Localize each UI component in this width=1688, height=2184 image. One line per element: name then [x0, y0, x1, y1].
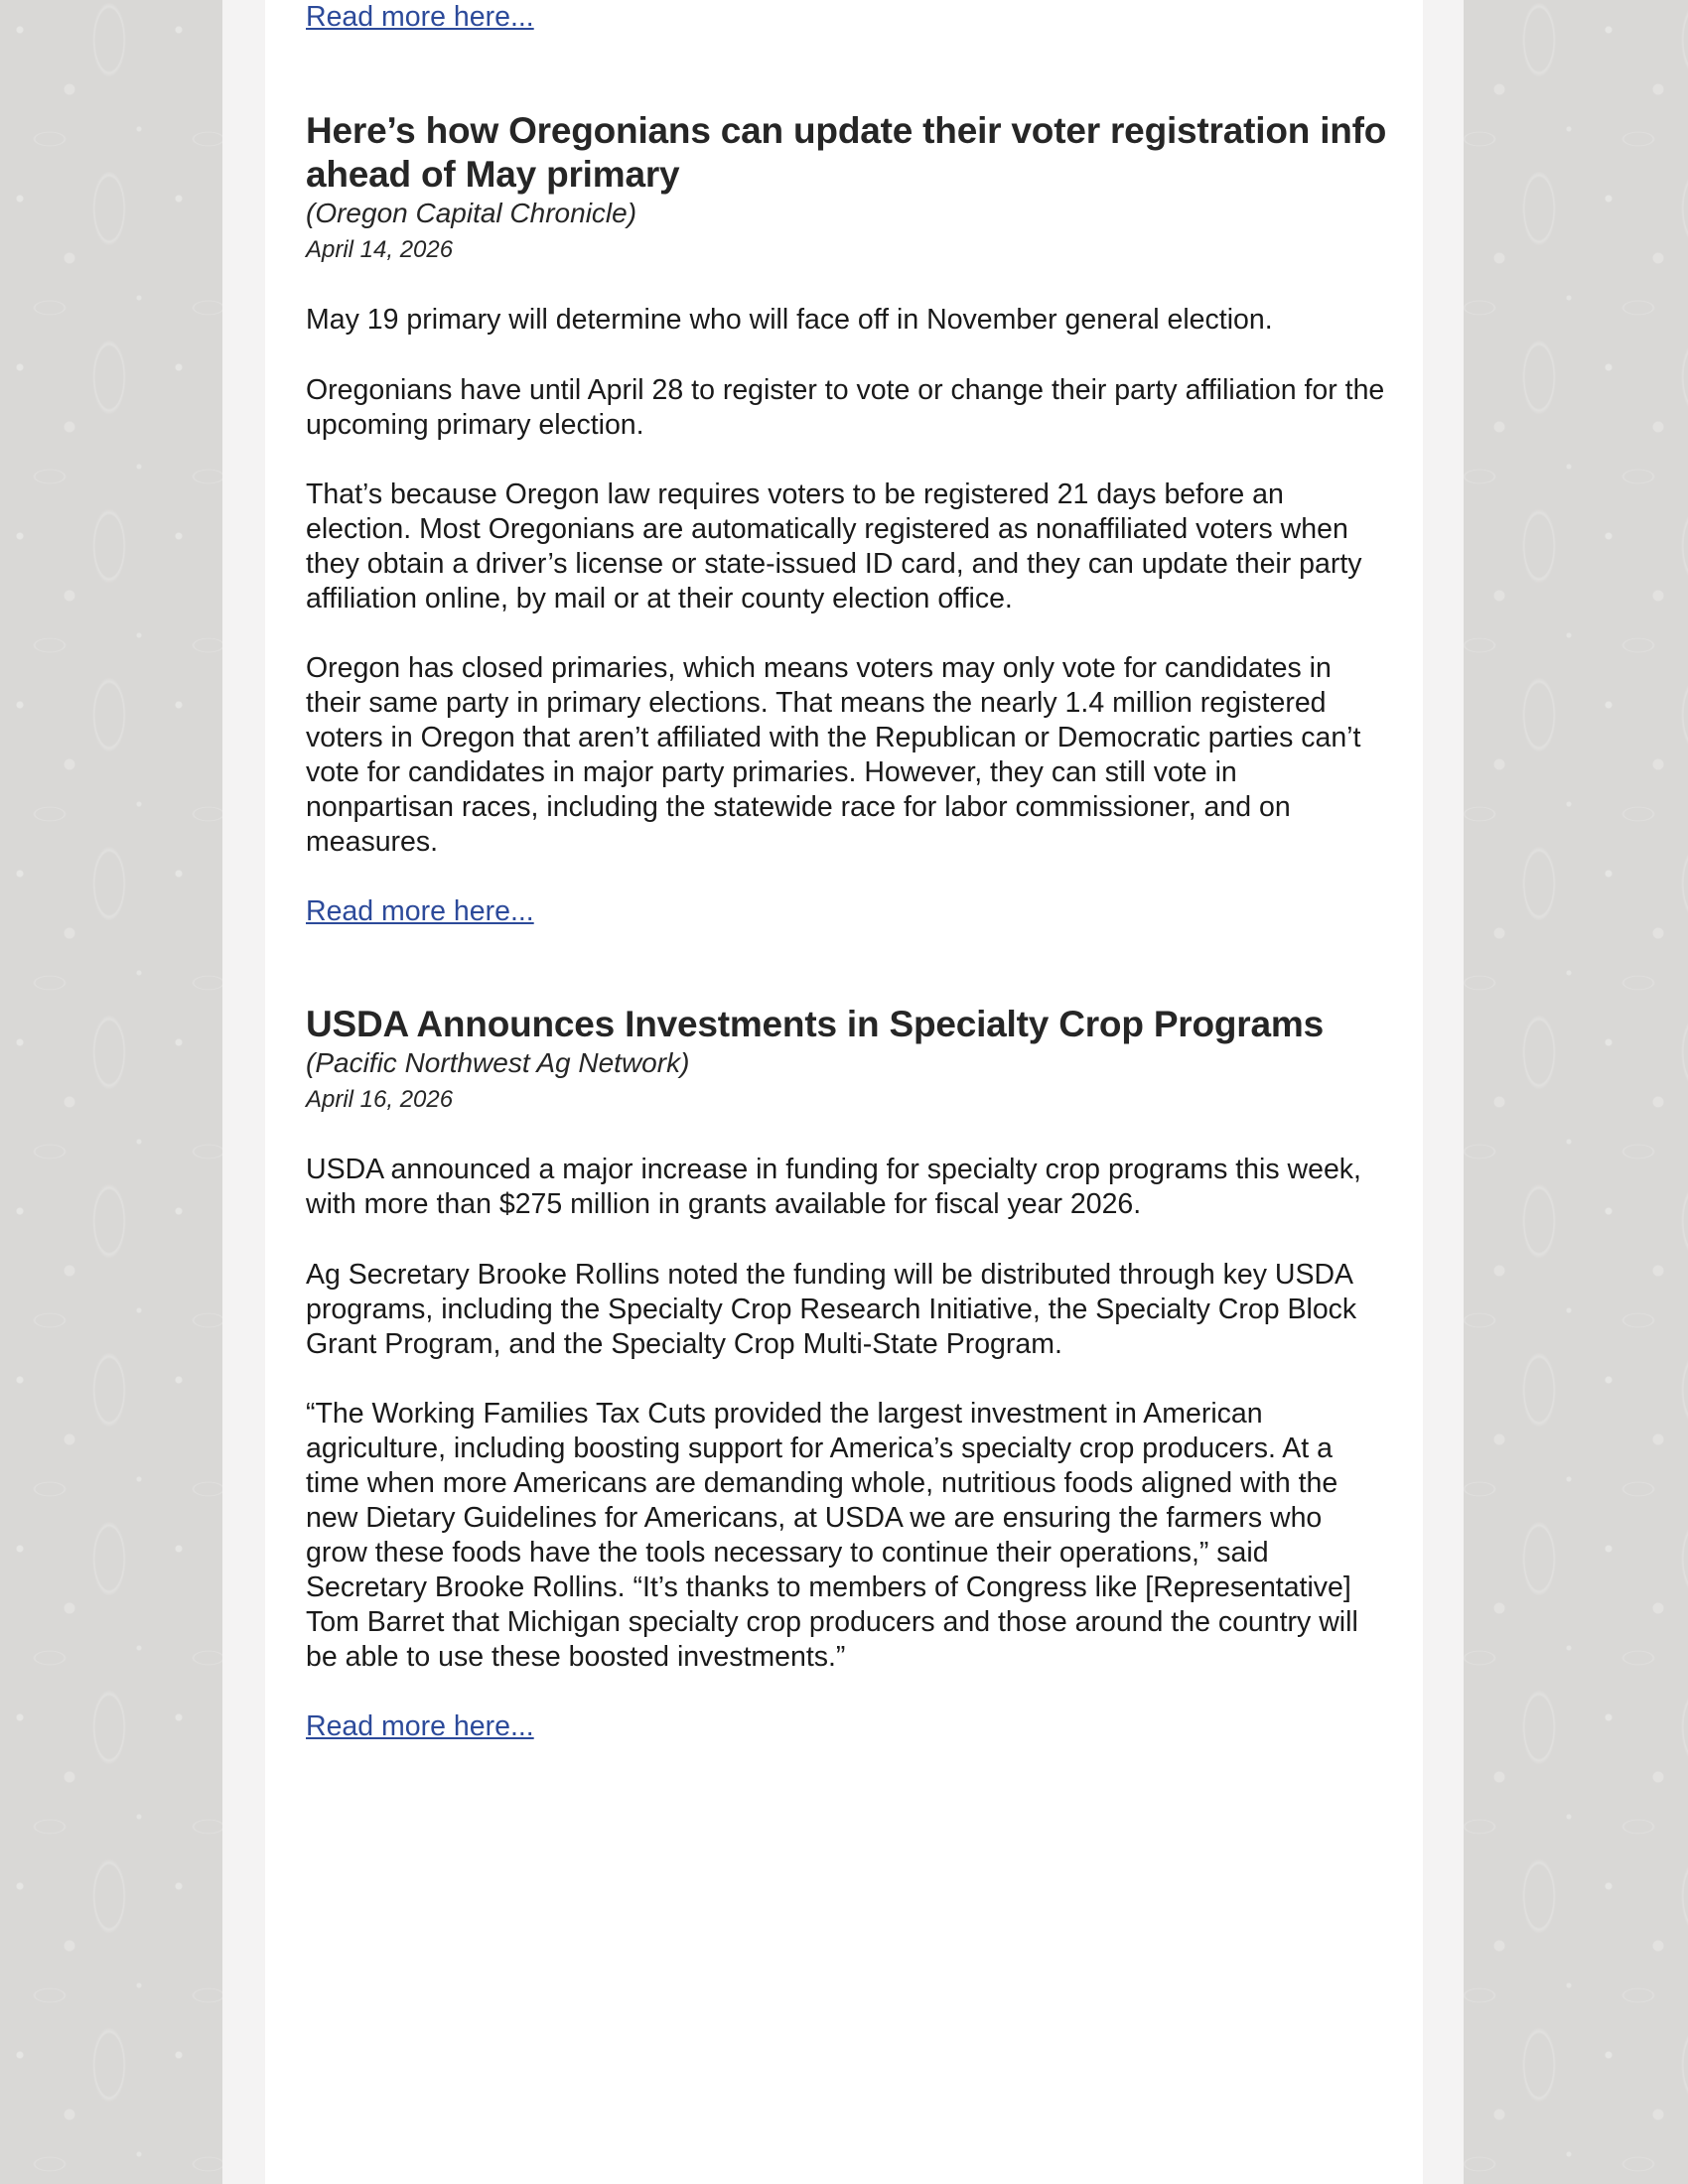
article-date: April 16, 2026: [306, 1086, 454, 1113]
article-source: (Pacific Northwest Ag Network): [306, 1047, 690, 1078]
read-more-link-previous[interactable]: Read more here...: [306, 1, 534, 33]
article-date: April 14, 2026: [306, 236, 454, 263]
article-paragraph: That’s because Oregon law requires voters to be registered 21 days before an election. Most Oregonians are automatically registered as nonaffiliated voters when they obtain a driver’s license or state-issued ID card, and they can update their party affiliation online, by mail or at their county election office.: [306, 478, 1362, 614]
article-paragraph: Oregon has closed primaries, which means voters may only vote for candidates in their same party in primary elections. That means the nearly 1.4 million registered voters in Oregon that aren’t affiliated with the Republican or Democratic parties can’t vote for candidates in major party primaries. However, they can still vote in nonpartisan races, including the statewide race for labor commissioner, and on measures.: [306, 652, 1361, 858]
read-more-link[interactable]: Read more here...: [306, 1710, 534, 1742]
article-headline: USDA Announces Investments in Specialty Crop Programs: [306, 1004, 1324, 1044]
read-more-link[interactable]: Read more here...: [306, 895, 534, 927]
article-paragraph: Ag Secretary Brooke Rollins noted the funding will be distributed through key USDA programs, including the Specialty Crop Research Initiative, the Specialty Crop Block Grant Program, and the Specialty Crop Multi-State Program.: [306, 1259, 1357, 1360]
article-source: (Oregon Capital Chronicle): [306, 198, 637, 228]
article-voter-registration: [306, 109, 1388, 270]
newsletter-content: [265, 0, 1423, 2184]
article-paragraph: May 19 primary will determine who will face off in November general election.: [306, 304, 1273, 336]
article-paragraph: Oregonians have until April 28 to register to vote or change their party affiliation for the upcoming primary election.: [306, 374, 1385, 441]
article-usda-specialty-crops: [306, 1003, 1388, 1120]
article-paragraph: USDA announced a major increase in funding for specialty crop programs this week, with more than $275 million in grants available for fiscal year 2026.: [306, 1154, 1361, 1220]
article-headline: Here’s how Oregonians can update their voter registration info ahead of May primary: [306, 110, 1387, 195]
article-paragraph: “The Working Families Tax Cuts provided the largest investment in American agriculture, including boosting support for America’s specialty crop producers. At a time when more Americans are demanding whole, nutritious foods aligned with the new Dietary Guidelines for Americans, at USDA we are ensuring the farmers who grow these foods have the tools necessary to continue their operations,” said Secretary Brooke Rollins. “It’s thanks to members of Congress like [Representative] Tom Barret that Michigan specialty crop producers and those around the country will be able to use these boosted investments.”: [306, 1398, 1358, 1673]
